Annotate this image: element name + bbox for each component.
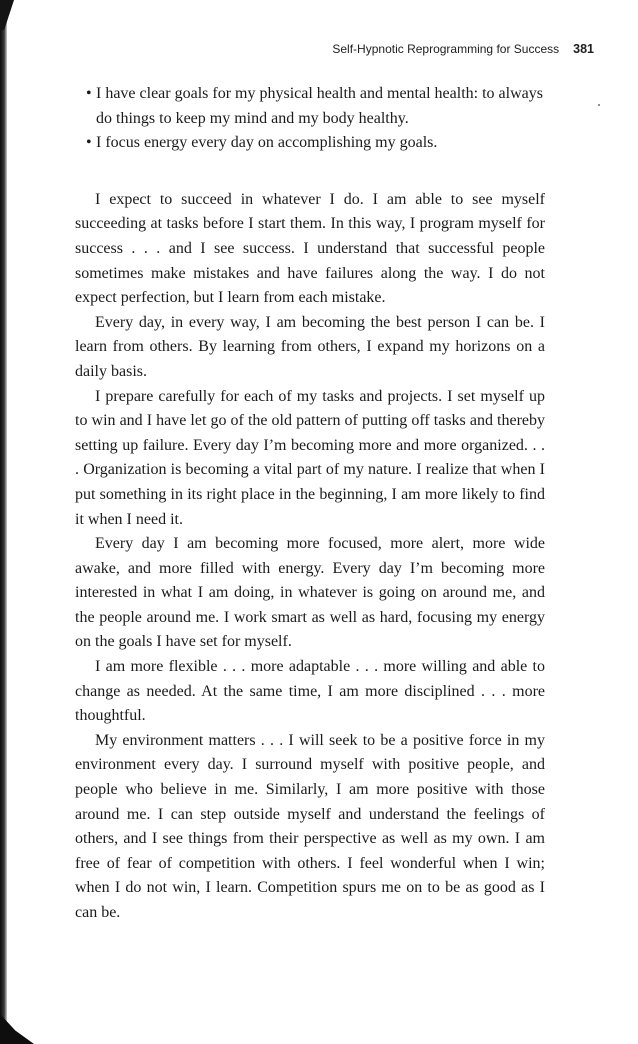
paragraph: Every day, in every way, I am becoming the best person I can be. I learn from others. By learning from others, I expand my horizons on a daily basis. — [75, 313, 545, 380]
affirmation-list — [75, 82, 545, 156]
scan-speck — [598, 104, 600, 106]
paragraph: I am more flexible . . . more adaptable . . . more willing and able to change as needed. At the same time, I am more disciplined . . . more thoughtful. — [75, 658, 545, 725]
list-item: • I focus energy every day on accomplishing my goals. — [75, 131, 545, 156]
paragraph: I prepare carefully for each of my tasks and projects. I set myself up to win and I have let go of the old pattern of putting off tasks and thereby setting up failure. Every day I’m becoming more and more organized. . . . Organization is becoming a vital part of my nature. I realize that when I put something in its right place in the beginning, I am more likely to find it when I need it. — [75, 387, 545, 528]
paragraph: Every day I am becoming more focused, more alert, more wide awake, and more filled with energy. Every day I’m becoming more interested in what I am doing, in whatever is going on around me, and the people around me. I work smart as well as hard, focusing my energy on the goals I have set for myself. — [75, 535, 545, 651]
paragraph: I expect to succeed in whatever I do. I am able to see myself succeeding at tasks before I start them. In this way, I program myself for success . . . and I see success. I understand that successful people sometimes make mistakes and have failures along the way. I do not expect perfection, but I learn from each mistake. — [75, 190, 545, 307]
list-item: • I have clear goals for my physical health and mental health: to always do things to keep my mind and my body healthy. — [75, 82, 545, 131]
page-edge-shadow — [0, 0, 7, 1044]
paragraph: My environment matters . . . I will seek to be a positive force in my environment every day. I surround myself with positive people, and people who believe in me. Similarly, I am more positive with those around me. I can step outside myself and understand the feelings of others, and I see things from their perspective as well as my own. I am free of fear of competition with others. I feel wonderful when I win; when I do not win, I learn. Competition spurs me on to be as good as I can be. — [75, 731, 545, 921]
page-body — [75, 82, 545, 926]
page-number: 381 — [573, 42, 594, 56]
running-header — [332, 42, 594, 56]
page-corner-top — [0, 0, 14, 30]
running-title: Self-Hypnotic Reprogramming for Success — [332, 42, 560, 56]
